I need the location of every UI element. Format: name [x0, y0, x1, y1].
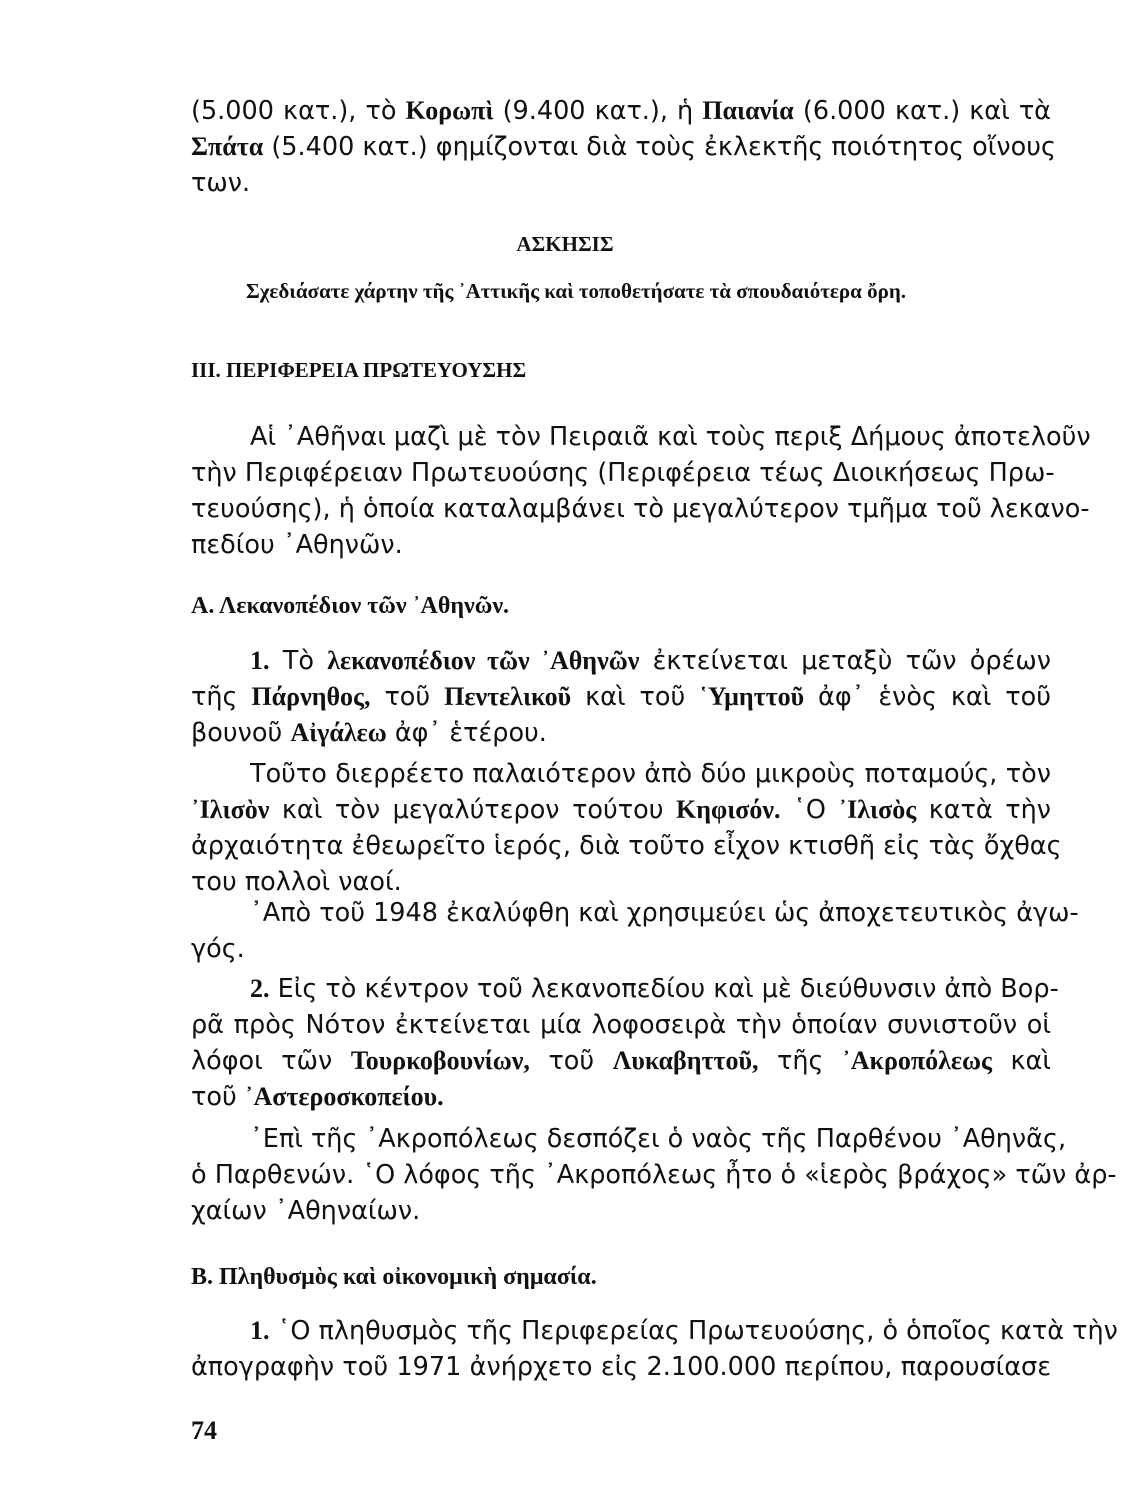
paragraph-line: τευούσης), ἡ ὁποία καταλαμβάνει τὸ μεγαλύτερον τμῆμα τοῦ λεκανο- — [191, 494, 1090, 524]
paragraph-line: τοῦ ᾿Αστεροσκοπείου. — [191, 1082, 444, 1112]
paragraph-line: 1. ῾Ο πληθυσμὸς τῆς Περιφερείας Πρωτευούσης, ὁ ὁποῖος κατὰ τὴν — [250, 1316, 1118, 1346]
paragraph-line: ρᾶ πρὸς Νότον ἐκτείνεται μία λοφοσειρὰ τὴν ὁποίαν συνιστοῦν οἱ — [191, 1010, 1051, 1040]
section-heading-a: Α. Λεκανοπέδιον τῶν ᾿Αθηνῶν. — [191, 593, 510, 619]
paragraph-line: ᾿Επὶ τῆς ᾿Ακροπόλεως δεσπόζει ὁ ναὸς τῆς Παρθένου ᾿Αθηνᾶς, — [250, 1124, 1067, 1154]
paragraph-line: βουνοῦ Αἰγάλεω ἀφ᾿ ἑτέρου. — [191, 718, 547, 748]
paragraph-line: 2. Εἰς τὸ κέντρον τοῦ λεκανοπεδίου καὶ μὲ διεύθυνσιν ἀπὸ Βορ- — [250, 974, 1059, 1004]
paragraph-line: ᾿Απὸ τοῦ 1948 ἐκαλύφθη καὶ χρησιμεύει ὡς ἀποχετευτικὸς ἀγω- — [250, 898, 1079, 928]
paragraph-line: 1. Τὸ λεκανοπέδιον τῶν ᾿Αθηνῶν ἐκτείνεται μεταξὺ τῶν ὀρέων — [250, 646, 1051, 676]
section-heading-iii: ΙΙΙ. ΠΕΡΙΦΕΡΕΙΑ ΠΡΩΤΕΥΟΥΣΗΣ — [191, 358, 527, 382]
paragraph-line: τὴν Περιφέρειαν Πρωτευούσης (Περιφέρεια τέως Διοικήσεως Πρω- — [191, 458, 1055, 488]
paragraph-line: γός. — [191, 934, 245, 964]
exercises-heading: ΑΣΚΗΣΙΣ — [516, 232, 614, 256]
paragraph-line: του πολλοὶ ναοί. — [191, 867, 402, 897]
paragraph-line: ἀρχαιότητα ἐθεωρεῖτο ἱερός, διὰ τοῦτο εἶχον κτισθῆ εἰς τὰς ὄχθας — [191, 831, 1062, 861]
exercises-text: Σχεδιάσατε χάρτην τῆς ᾿Αττικῆς καὶ τοποθετήσατε τὰ σπουδαιότερα ὄρη. — [246, 279, 906, 303]
paragraph-line: τῆς Πάρνηθος, τοῦ Πεντελικοῦ καὶ τοῦ ῾Υμηττοῦ ἀφ᾿ ἑνὸς καὶ τοῦ — [191, 682, 1052, 712]
paragraph-line: Σπάτα (5.400 κατ.) φημίζονται διὰ τοὺς ἐκλεκτῆς ποιότητος οἴνους — [191, 132, 1056, 162]
paragraph-line: των. — [191, 168, 251, 198]
paragraph-line: (5.000 κατ.), τὸ Κορωπὶ (9.400 κατ.), ἡ Παιανία (6.000 κατ.) καὶ τὰ — [191, 96, 1051, 126]
paragraph-line: Αἱ ᾿Αθῆναι μαζὶ μὲ τὸν Πειραιᾶ καὶ τοὺς περιξ Δήμους ἀποτελοῦν — [250, 422, 1091, 452]
paragraph-line: ἀπογραφὴν τοῦ 1971 ἀνήρχετο εἰς 2.100.000 περίπου, παρουσίασε — [191, 1352, 1051, 1382]
paragraph-line: πεδίου ᾿Αθηνῶν. — [191, 530, 403, 560]
paragraph-line: Τοῦτο διερρέετο παλαιότερον ἀπὸ δύο μικροὺς ποταμούς, τὸν — [250, 759, 1051, 789]
paragraph-line: ᾿Ιλισὸν καὶ τὸν μεγαλύτερον τούτου Κηφισόν. ῾Ο ᾿Ιλισὸς κατὰ τὴν — [191, 795, 1051, 825]
paragraph-line: λόφοι τῶν Τουρκοβουνίων, τοῦ Λυκαβηττοῦ, τῆς ᾿Ακροπόλεως καὶ — [191, 1046, 1051, 1076]
page-number: 74 — [191, 1416, 217, 1445]
section-heading-b: Β. Πληθυσμὸς καὶ οἰκονομικὴ σημασία. — [191, 1264, 597, 1290]
paragraph-line: ὁ Παρθενών. ῾Ο λόφος τῆς ᾿Ακροπόλεως ἦτο ὁ «ἱερὸς βράχος» τῶν ἀρ- — [191, 1160, 1117, 1190]
paragraph-line: χαίων ᾿Αθηναίων. — [191, 1196, 421, 1226]
